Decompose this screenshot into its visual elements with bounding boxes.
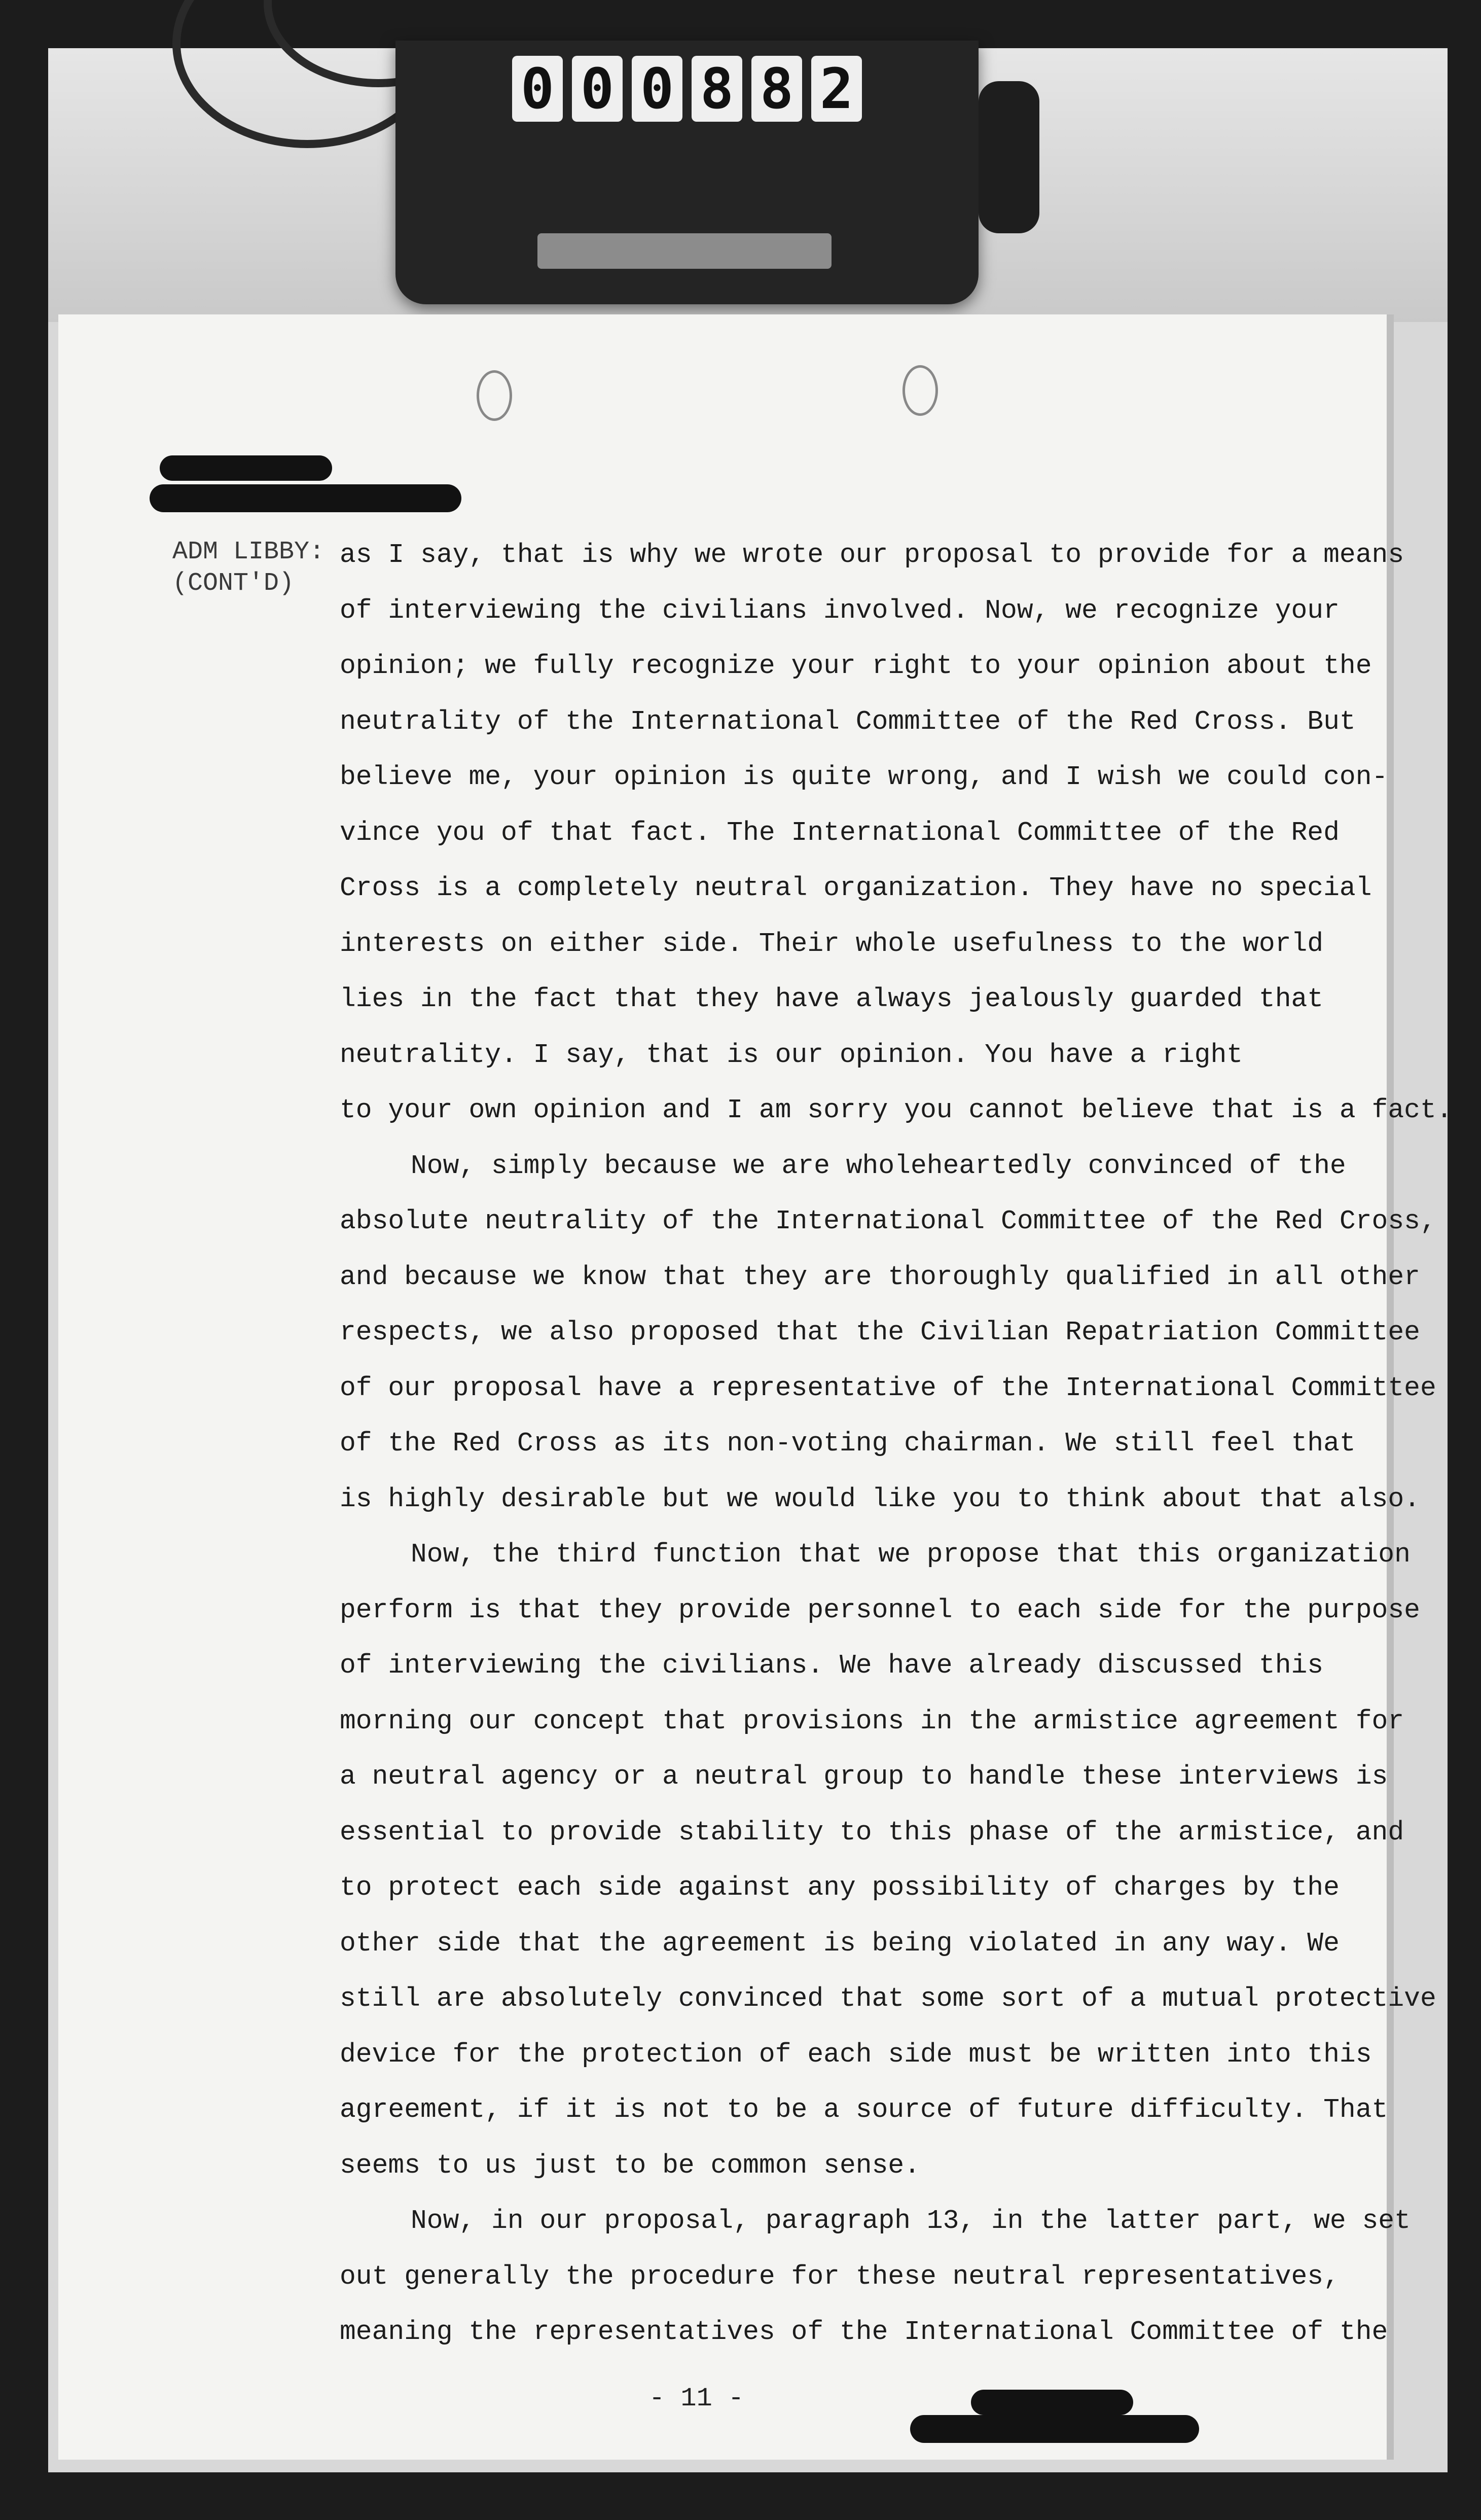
transcript-line: meaning the representatives of the International Committee of the bbox=[340, 2317, 1388, 2347]
transcript-line: a neutral agency or a neutral group to handle these interviews is bbox=[340, 1761, 1388, 1792]
page-number: - 11 - bbox=[649, 2384, 744, 2413]
transcript-line: device for the protection of each side must be written into this bbox=[340, 2039, 1372, 2070]
transcript-line: vince you of that fact. The International Committee of the Red bbox=[340, 817, 1340, 848]
counter-digit: 8 bbox=[751, 56, 802, 122]
transcript-line: interests on either side. Their whole usefulness to the world bbox=[340, 928, 1324, 959]
redaction-bar bbox=[910, 2415, 1199, 2443]
counter-label-plate bbox=[537, 233, 832, 269]
speaker-name: ADM LIBBY: bbox=[172, 538, 325, 566]
transcript-line: agreement, if it is not to be a source of future difficulty. That bbox=[340, 2095, 1388, 2125]
redaction-bar bbox=[160, 455, 332, 481]
transcript-line: lies in the fact that they have always jealously guarded that bbox=[340, 984, 1324, 1014]
transcript-line: respects, we also proposed that the Civilian Repatriation Committee bbox=[340, 1317, 1420, 1347]
transcript-line: as I say, that is why we wrote our proposal to provide for a means bbox=[340, 540, 1404, 570]
transcript-line: seems to us just to be common sense. bbox=[340, 2150, 920, 2181]
speaker-label bbox=[172, 537, 324, 599]
counter-digit: 0 bbox=[512, 56, 563, 122]
transcript-line: of the Red Cross as its non-voting chairman. We still feel that bbox=[340, 1428, 1356, 1459]
transcript-line: out generally the procedure for these neutral representatives, bbox=[340, 2261, 1340, 2292]
transcript-line: absolute neutrality of the International Committee of the Red Cross, bbox=[340, 1206, 1436, 1236]
counter-knob bbox=[979, 81, 1039, 233]
counter-digit: 8 bbox=[692, 56, 742, 122]
frame-counter-digits bbox=[512, 56, 862, 122]
transcript-line: perform is that they provide personnel to each side for the purpose bbox=[340, 1594, 1420, 1625]
transcript-line: Cross is a completely neutral organization. They have no special bbox=[340, 873, 1372, 903]
punch-hole bbox=[902, 365, 938, 416]
transcript-line: Now, simply because we are wholeheartedly convinced of the bbox=[411, 1150, 1346, 1181]
transcript-line: believe me, your opinion is quite wrong, and I wish we could con- bbox=[340, 762, 1388, 792]
transcript-body bbox=[340, 527, 1453, 2360]
transcript-line: to your own opinion and I am sorry you cannot believe that is a fact. bbox=[340, 1095, 1453, 1125]
counter-digit: 0 bbox=[572, 56, 623, 122]
transcript-line: essential to provide stability to this phase of the armistice, and bbox=[340, 1817, 1404, 1848]
transcript-line: and because we know that they are thoroughly qualified in all other bbox=[340, 1261, 1420, 1292]
transcript-line: of our proposal have a representative of the International Committee bbox=[340, 1372, 1436, 1403]
transcript-line: morning our concept that provisions in the armistice agreement for bbox=[340, 1706, 1404, 1736]
transcript-line: Now, the third function that we propose that this organization bbox=[411, 1539, 1411, 1570]
frame-counter-device bbox=[395, 41, 979, 304]
redaction-bar bbox=[150, 484, 461, 512]
punch-hole bbox=[477, 370, 512, 421]
transcript-line: to protect each side against any possibility of charges by the bbox=[340, 1872, 1340, 1903]
speaker-continued: (CONT'D) bbox=[172, 569, 295, 598]
transcript-line: neutrality of the International Committee of the Red Cross. But bbox=[340, 706, 1356, 737]
counter-digit: 2 bbox=[811, 56, 862, 122]
transcript-line: neutrality. I say, that is our opinion. You have a right bbox=[340, 1039, 1243, 1070]
transcript-line: of interviewing the civilians involved. Now, we recognize your bbox=[340, 595, 1340, 626]
transcript-line: opinion; we fully recognize your right to your opinion about the bbox=[340, 651, 1372, 681]
transcript-line: still are absolutely convinced that some sort of a mutual protective bbox=[340, 1983, 1436, 2014]
counter-digit: 0 bbox=[632, 56, 682, 122]
transcript-line: Now, in our proposal, paragraph 13, in the latter part, we set bbox=[411, 2206, 1411, 2236]
transcript-line: of interviewing the civilians. We have already discussed this bbox=[340, 1650, 1324, 1681]
transcript-line: is highly desirable but we would like you to think about that also. bbox=[340, 1483, 1420, 1514]
redaction-bar bbox=[971, 2390, 1133, 2415]
transcript-line: other side that the agreement is being violated in any way. We bbox=[340, 1928, 1340, 1959]
